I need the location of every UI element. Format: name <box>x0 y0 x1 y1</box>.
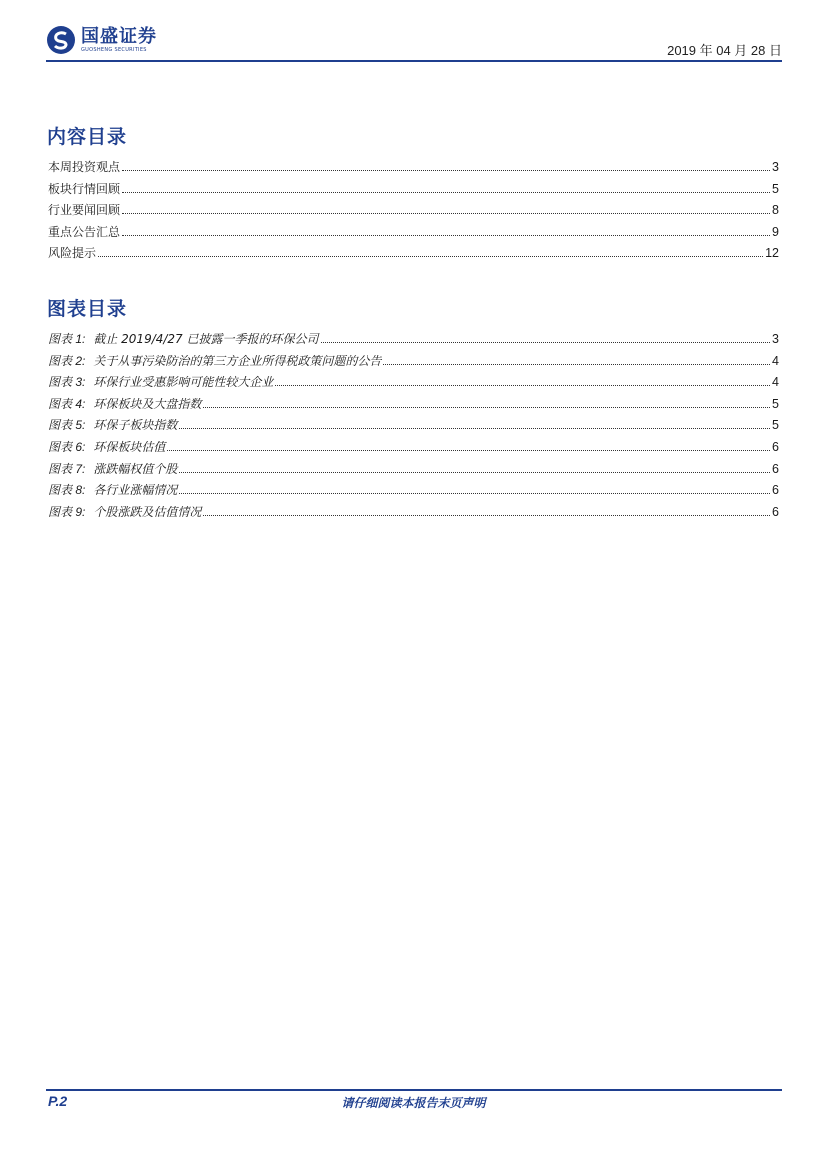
figure-number: 图表 8: <box>48 483 86 498</box>
dot-leader <box>122 191 770 193</box>
toc-item-label: 行业要闻回顾 <box>48 203 121 218</box>
figure-page: 5 <box>772 396 779 411</box>
disclaimer-note: 请仔细阅读本报告末页声明 <box>341 1096 486 1110</box>
figure-number: 图表 7: <box>48 461 86 476</box>
figure-page: 4 <box>772 375 779 390</box>
figure-number: 图表 9: <box>48 504 86 519</box>
figure-label: 环保行业受惠影响可能性较大企业 <box>93 375 274 390</box>
contents-list <box>48 158 779 266</box>
figure-item[interactable] <box>48 416 779 438</box>
figure-label: 环保子板块指数 <box>93 418 178 433</box>
figure-page: 6 <box>772 461 779 476</box>
dot-leader <box>203 406 770 408</box>
toc-item-label: 板块行情回顾 <box>48 181 121 196</box>
figure-number: 图表 2: <box>48 353 86 368</box>
dot-leader <box>122 234 770 236</box>
toc-item[interactable] <box>48 244 779 266</box>
figure-page: 6 <box>772 439 779 454</box>
dot-leader <box>203 514 770 516</box>
toc-item-page: 8 <box>772 203 779 218</box>
logo-text: 国盛证券 <box>81 25 157 47</box>
figure-label: 截止 2019/4/27 已披露一季报的环保公司 <box>93 332 319 346</box>
page-number: P.2 <box>48 1093 68 1109</box>
toc-item-page: 5 <box>772 181 779 196</box>
guosheng-logo-icon <box>46 25 76 55</box>
figure-item[interactable] <box>48 460 779 482</box>
figure-label: 环保板块及大盘指数 <box>93 396 202 411</box>
report-date: 2019 年 04 月 28 日 <box>667 43 782 58</box>
figure-number: 图表 5: <box>48 418 86 433</box>
company-logo <box>46 24 157 56</box>
page-header <box>46 24 782 64</box>
toc-item-page: 12 <box>765 246 779 261</box>
figure-item[interactable] <box>48 481 779 503</box>
toc-item-label: 重点公告汇总 <box>48 224 121 239</box>
dot-leader <box>179 471 770 473</box>
figure-page: 6 <box>772 504 779 519</box>
toc-item-label: 风险提示 <box>48 246 97 261</box>
figure-label: 环保板块估值 <box>93 439 166 454</box>
footer-divider <box>46 1089 782 1091</box>
dot-leader <box>98 255 763 257</box>
figure-page: 4 <box>772 353 779 368</box>
toc-item-page: 9 <box>772 224 779 239</box>
figure-item[interactable] <box>48 330 779 352</box>
toc-item-label: 本周投资观点 <box>48 160 121 174</box>
dot-leader <box>179 492 770 494</box>
figure-number: 图表 1: <box>48 332 86 346</box>
dot-leader <box>383 363 770 365</box>
contents-title: 内容目录 <box>47 126 128 148</box>
figure-page: 6 <box>772 483 779 498</box>
toc-item[interactable] <box>48 223 779 245</box>
figure-item[interactable] <box>48 352 779 374</box>
dot-leader <box>167 449 770 451</box>
logo-subtext: GUOSHENG SECURITIES <box>81 46 147 53</box>
toc-item[interactable] <box>48 201 779 223</box>
header-divider <box>46 60 782 62</box>
figure-label: 各行业涨幅情况 <box>93 483 178 498</box>
dot-leader <box>275 384 770 386</box>
dot-leader <box>122 212 770 214</box>
figures-list <box>48 330 779 524</box>
figure-label: 关于从事污染防治的第三方企业所得税政策问题的公告 <box>93 353 382 368</box>
dot-leader <box>179 427 770 429</box>
figure-page: 5 <box>772 418 779 433</box>
toc-item[interactable] <box>48 158 779 180</box>
figure-item[interactable] <box>48 373 779 395</box>
figure-item[interactable] <box>48 395 779 417</box>
dot-leader <box>321 341 771 343</box>
toc-item[interactable] <box>48 180 779 202</box>
figure-page: 3 <box>772 332 779 346</box>
figure-item[interactable] <box>48 503 779 525</box>
figure-label: 个股涨跌及估值情况 <box>93 504 202 519</box>
figure-item[interactable] <box>48 438 779 460</box>
figure-number: 图表 4: <box>48 396 86 411</box>
figure-number: 图表 3: <box>48 375 86 390</box>
dot-leader <box>122 169 770 171</box>
figure-number: 图表 6: <box>48 439 86 454</box>
figures-title: 图表目录 <box>47 298 128 320</box>
toc-item-page: 3 <box>772 160 779 174</box>
figure-label: 涨跌幅权值个股 <box>93 461 178 476</box>
